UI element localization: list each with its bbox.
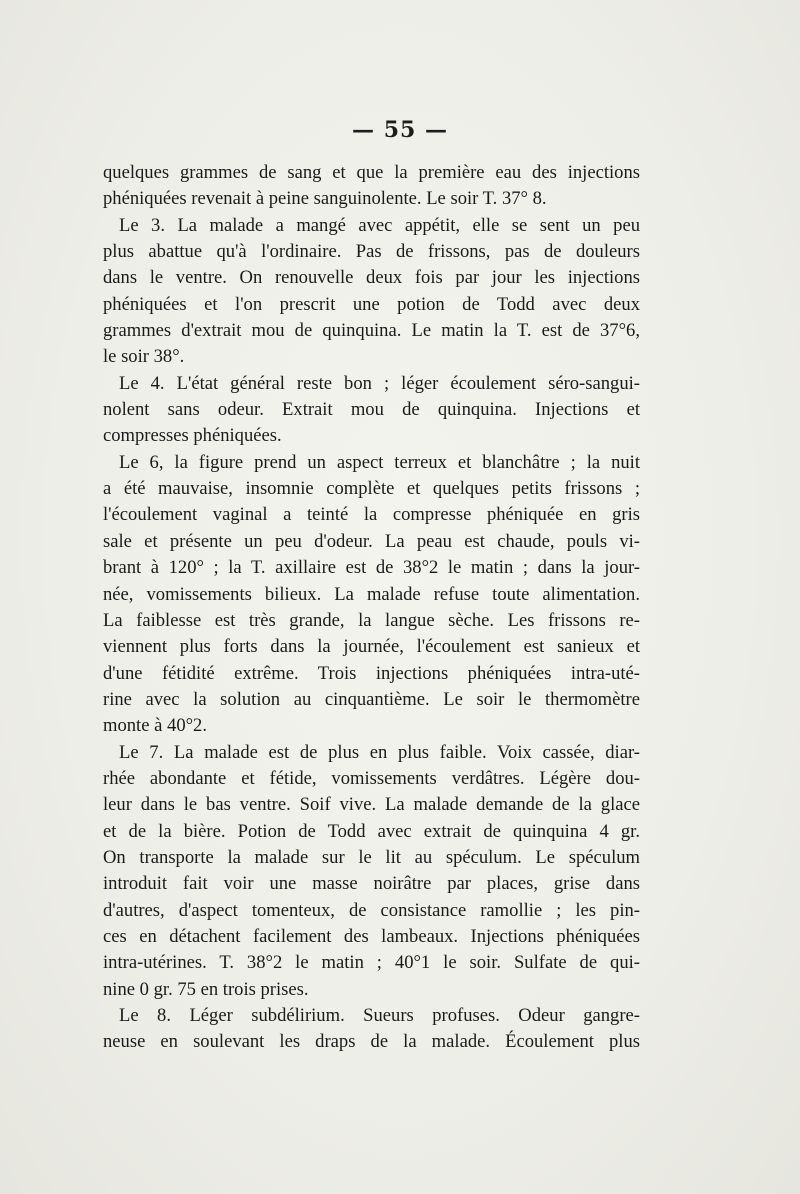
text-line: leur dans le bas ventre. Soif vive. La malade demande de la glace <box>103 794 640 816</box>
text-line: brant à 120° ; la T. axillaire est de 38°2 le matin ; dans la jour- <box>103 557 640 579</box>
text-line: introduit fait voir une masse noirâtre par places, grise dans <box>103 873 640 895</box>
text-line: On transporte la malade sur le lit au spéculum. Le spéculum <box>103 846 640 868</box>
text-line: Le 8. Léger subdélirium. Sueurs profuses. Odeur gangre- <box>119 1005 640 1026</box>
text-line: neuse en soulevant les draps de la malade. Écoulement plus <box>103 1031 640 1053</box>
text-line: le soir 38°. <box>103 346 185 368</box>
text-line: l'écoulement vaginal a teinté la compresse phéniquée en gris <box>103 504 640 526</box>
text-line: rine avec la solution au cinquantième. Le soir le thermomètre <box>103 688 640 710</box>
text-line: ces en détachent facilement des lambeaux. Injections phéniquées <box>103 925 640 947</box>
text-line: phéniquées et l'on prescrit une potion de Todd avec deux <box>103 293 640 315</box>
text-line: née, vomissements bilieux. La malade refuse toute alimentation. <box>103 583 640 605</box>
body-text <box>103 160 640 1056</box>
text-line: et de la bière. Potion de Todd avec extrait de quinquina 4 gr. <box>103 820 640 842</box>
text-line: rhée abondante et fétide, vomissements verdâtres. Légère dou- <box>103 767 640 789</box>
text-line: Le 3. La malade a mangé avec appétit, elle se sent un peu <box>119 214 640 236</box>
text-line: d'autres, d'aspect tomenteux, de consistance ramollie ; les pin- <box>103 899 640 921</box>
text-line: grammes d'extrait mou de quinquina. Le matin la T. est de 37°6, <box>103 320 640 342</box>
text-line: nine 0 gr. 75 en trois prises. <box>103 978 309 1000</box>
text-line: plus abattue qu'à l'ordinaire. Pas de frissons, pas de douleurs <box>103 241 640 263</box>
text-line: La faiblesse est très grande, la langue sèche. Les frissons re- <box>103 609 640 631</box>
text-line: dans le ventre. On renouvelle deux fois par jour les injections <box>103 267 640 289</box>
page-number: — 55 — <box>352 117 448 143</box>
text-line: d'une fétidité extrême. Trois injections phéniquées intra-uté- <box>103 662 640 684</box>
text-line: Le 6, la figure prend un aspect terreux et blanchâtre ; la nuit <box>119 451 640 473</box>
text-line: Le 7. La malade est de plus en plus faible. Voix cassée, diar- <box>119 741 640 763</box>
text-line: a été mauvaise, insomnie complète et quelques petits frissons ; <box>103 478 640 500</box>
text-line: quelques grammes de sang et que la première eau des injections <box>103 162 640 183</box>
text-line: sale et présente un peu d'odeur. La peau est chaude, pouls vi- <box>103 530 640 552</box>
text-line: nolent sans odeur. Extrait mou de quinquina. Injections et <box>103 399 640 421</box>
text-line: Le 4. L'état général reste bon ; léger écoulement séro-sangui- <box>119 372 640 394</box>
text-line: monte à 40°2. <box>103 715 207 737</box>
text-line: intra-utérines. T. 38°2 le matin ; 40°1 le soir. Sulfate de qui- <box>103 952 640 974</box>
text-line: compresses phéniquées. <box>103 425 282 447</box>
text-line: viennent plus forts dans la journée, l'écoulement est sanieux et <box>103 636 640 658</box>
text-line: phéniquées revenait à peine sanguinolente. Le soir T. 37° 8. <box>103 188 547 210</box>
